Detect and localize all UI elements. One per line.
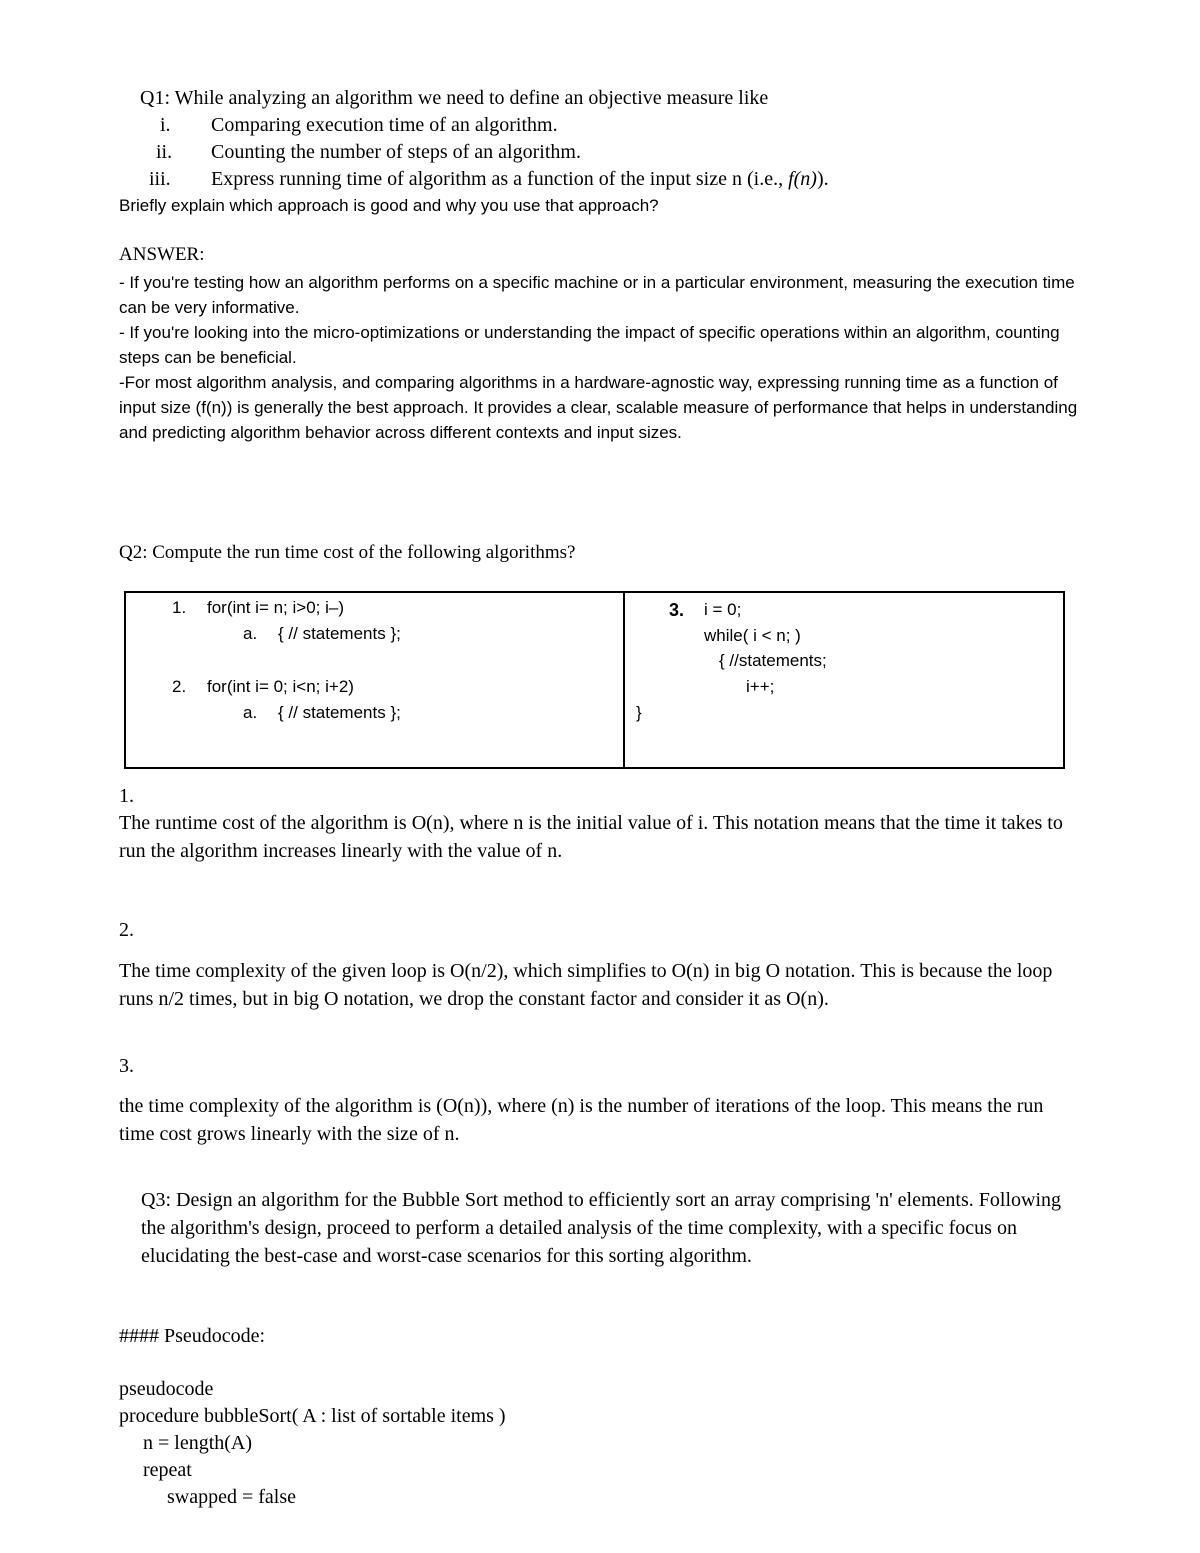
answer-paragraph-3: -For most algorithm analysis, and comparing algorithms in a hardware-agnostic way, expressing running time as a function of input size (f(n)) is generally the best approach. It provides a clear, scalable measure of performance that helps in understanding and predicting algorithm behavior across different contexts and input sizes. [119, 373, 1078, 442]
answer-paragraph-2: - If you're looking into the micro-optimizations or understanding the impact of specific operations within an algorithm, counting steps can be beneficial. [119, 323, 1060, 367]
right-code-line-5: } [636, 703, 642, 722]
code-line-5: swapped = false [167, 1486, 297, 1508]
code-table [124, 591, 1065, 769]
q3-question: Q3: Design an algorithm for the Bubble Sort method to efficiently sort an array comprising 'n' elements. Following the algorithm's design, proceed to perform a detailed analysis of the time complexity, with a specific focus on elucidating the best-case and worst-case scenarios for this sorting algorithm. [141, 1189, 1061, 1267]
right-code-line-3: { //statements; [719, 651, 827, 670]
q1-prompt: Briefly explain which approach is good and why you use that approach? [119, 196, 659, 215]
q2-answer-1-label: 1. [119, 785, 134, 807]
left-item-2-code: for(int i= 0; i<n; i+2) [207, 677, 354, 696]
q1-option-1-number: i. [160, 114, 171, 136]
q1-option-3-text: Express running time of algorithm as a function of the input size n (i.e., f(n)). [211, 168, 829, 190]
left-item-1-number: 1. [172, 598, 187, 617]
pseudocode-heading: #### Pseudocode: [119, 1325, 266, 1347]
q2-answer-3-label: 3. [119, 1055, 134, 1077]
q2-answer-3-text: the time complexity of the algorithm is (O(n)), where (n) is the number of iterations of the loop. This means the run time cost grows linearly with the size of n. [119, 1095, 1044, 1145]
q1-option-3-number: iii. [149, 168, 171, 190]
right-item-3-number: 3. [669, 600, 685, 620]
q1-option-2-number: ii. [156, 141, 173, 163]
code-line-1: pseudocode [119, 1378, 214, 1400]
right-code-line-2: while( i < n; ) [704, 626, 801, 645]
code-line-4: repeat [143, 1459, 192, 1481]
left-item-1-sub-number: a. [243, 624, 258, 643]
left-item-2-sub-number: a. [243, 703, 258, 722]
q1-question: Q1: While analyzing an algorithm we need to define an objective measure like [140, 87, 769, 109]
answer-label: ANSWER: [119, 244, 205, 265]
answer-paragraph-1: - If you're testing how an algorithm performs on a specific machine or in a particular environment, measuring the execution time can be very informative. [119, 273, 1075, 317]
table-divider [623, 593, 625, 767]
q2-answer-2-text: The time complexity of the given loop is O(n/2), which simplifies to O(n) in big O notation. This is because the loop runs n/2 times, but in big O notation, we drop the constant factor and consider it as O(n). [119, 960, 1053, 1010]
left-item-1-sub-code: { // statements }; [278, 624, 401, 643]
q1-option-2-text: Counting the number of steps of an algorithm. [211, 141, 581, 163]
code-line-2: procedure bubbleSort( A : list of sortable items ) [119, 1405, 506, 1427]
right-code-line-1: i = 0; [704, 600, 742, 619]
q2-question: Q2: Compute the run time cost of the following algorithms? [119, 542, 576, 563]
q2-answer-2-label: 2. [119, 919, 134, 941]
code-line-3: n = length(A) [143, 1432, 253, 1454]
left-item-2-number: 2. [172, 677, 187, 696]
q1-option-1-text: Comparing execution time of an algorithm. [211, 114, 558, 136]
right-code-line-4: i++; [746, 677, 775, 696]
left-item-2-sub-code: { // statements }; [278, 703, 401, 722]
q2-answer-1-text: The runtime cost of the algorithm is O(n), where n is the initial value of i. This notation means that the time it takes to run the algorithm increases linearly with the value of n. [119, 812, 1063, 862]
left-item-1-code: for(int i= n; i>0; i–) [207, 598, 345, 617]
